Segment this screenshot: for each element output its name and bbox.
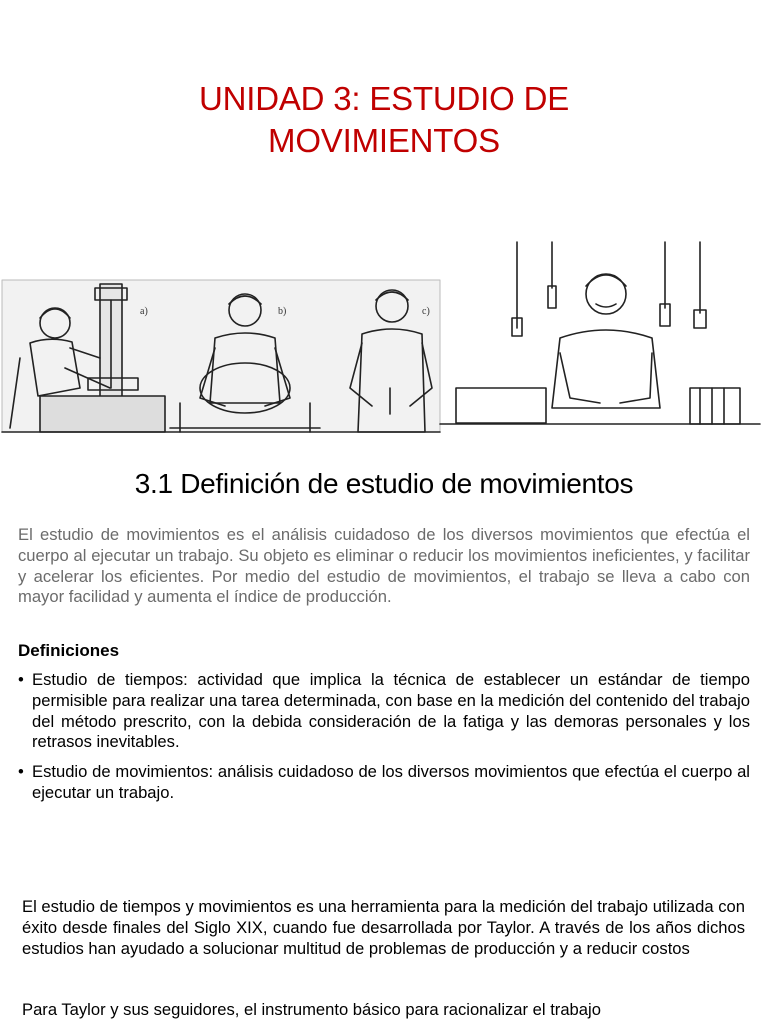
figure-label-c: c): [422, 306, 430, 317]
definitions-title: Definiciones: [18, 641, 120, 660]
body-paragraph: El estudio de tiempos y movimientos es una herramienta para la medición del trabajo utilizada con éxito desde finales del Siglo XIX, cuando fue desarrollada por Taylor. A través de los años dichos estudios han ayudado a solucionar multitud de problemas de producción y a reducir costos: [22, 897, 745, 958]
definition-text: Estudio de tiempos: actividad que implica la técnica de establecer un estándar de tiempo permisible para realizar una tarea determinada, con base en la medición del contenido del trabajo del método prescrito, con la debida consideración de la fatiga y las demoras personales y los retrasos inevitables.: [32, 670, 750, 752]
page-title: [0, 78, 768, 162]
definition-text: Estudio de movimientos: análisis cuidadoso de los diversos movimientos que efectúa el cuerpo al ejecutar un trabajo.: [32, 762, 750, 802]
figure-label-b: b): [278, 306, 287, 317]
definition-item: [18, 670, 750, 753]
title-line-1: UNIDAD 3: ESTUDIO DE: [198, 80, 570, 117]
worker-tools-figure: [440, 242, 760, 424]
section-heading: 3.1 Definición de estudio de movimientos: [134, 468, 634, 499]
figure-label-a: a): [140, 306, 148, 317]
definition-item: [18, 762, 750, 804]
title-line-2: MOVIMIENTOS: [268, 122, 500, 159]
definitions-list: [18, 670, 750, 813]
intro-paragraph: El estudio de movimientos es el análisis cuidadoso de los diversos movimientos que efectúa el cuerpo al ejecutar un trabajo. Su objeto es eliminar o reducir los movimientos ineficientes, y facilitar y acelerar los eficientes. Por medio del estudio de movimientos, el trabajo se lleva a cabo con mayor facilidad y aumenta el índice de producción.: [18, 525, 750, 607]
illustration-svg: [0, 238, 768, 438]
body-paragraph: Para Taylor y sus seguidores, el instrumento básico para racionalizar el trabajo: [22, 1000, 601, 1019]
bullet-marker: •: [18, 762, 24, 782]
workers-illustration: [0, 238, 768, 438]
bullet-marker: •: [18, 670, 24, 689]
